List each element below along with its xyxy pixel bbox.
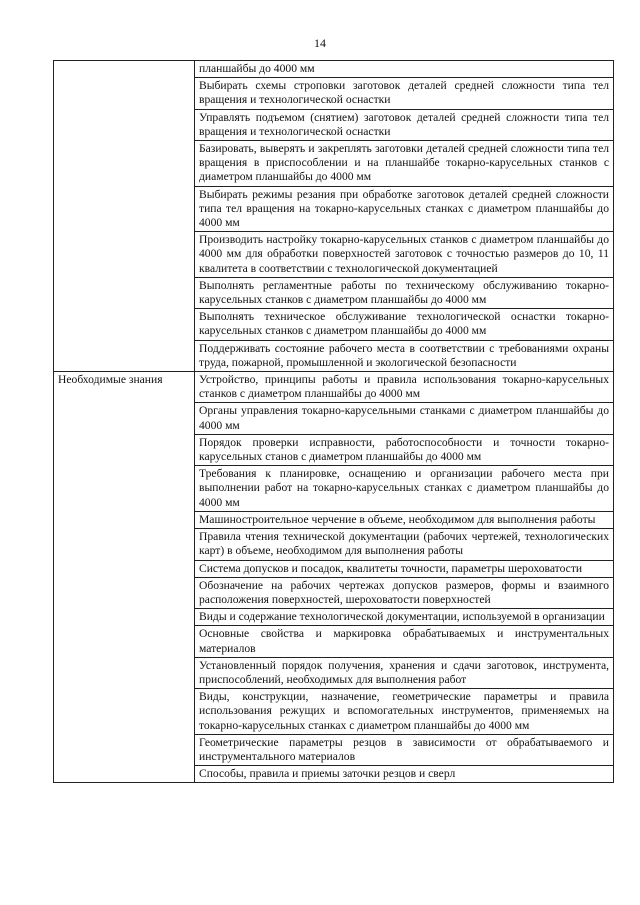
requirement-item-cell: Машиностроительное черчение в объеме, необходимом для выполнения работы [195, 511, 614, 528]
requirement-item-cell: Выбирать режимы резания при обработке заготовок деталей средней сложности типа тел вращения на токарно-карусельных станках с диаметром планшайбы до 4000 мм [195, 186, 614, 232]
requirement-item-cell: Поддерживать состояние рабочего места в соответствии с требованиями охраны труда, пожарной, промышленной и экологической безопасности [195, 340, 614, 371]
requirements-table-body [54, 61, 614, 783]
requirement-item-cell: Основные свойства и маркировка обрабатываемых и инструментальных материалов [195, 626, 614, 657]
requirement-item-cell: Выполнять техническое обслуживание технологической оснастки токарно-карусельных станков с диаметром планшайбы до 4000 мм [195, 309, 614, 340]
requirement-item-cell: Требования к планировке, оснащению и организации рабочего места при выполнении работ на токарно-карусельных станках с диаметром планшайбы до 4000 мм [195, 466, 614, 512]
table-row [54, 372, 614, 403]
requirement-item-cell: Способы, правила и приемы заточки резцов и сверл [195, 766, 614, 783]
requirement-item-cell: Обозначение на рабочих чертежах допусков размеров, формы и взаимного расположения поверхностей, шероховатости поверхностей [195, 577, 614, 608]
table-row [54, 61, 614, 78]
requirement-item-cell: Виды, конструкции, назначение, геометрические параметры и правила использования режущих и вспомогательных инструментов, применяемых на токарно-карусельных станках с диаметром планшайбы до 4000 мм [195, 689, 614, 735]
requirement-item-cell: Установленный порядок получения, хранения и сдачи заготовок, инструмента, приспособлений, необходимых для выполнения работ [195, 657, 614, 688]
category-label-cell: Необходимые знания [54, 372, 195, 783]
requirement-item-cell: Виды и содержание технологической документации, используемой в организации [195, 609, 614, 626]
requirement-item-cell: Система допусков и посадок, квалитеты точности, параметры шероховатости [195, 560, 614, 577]
requirement-item-cell: Органы управления токарно-карусельными станками с диаметром планшайбы до 4000 мм [195, 403, 614, 434]
requirement-item-cell: Порядок проверки исправности, работоспособности и точности токарно-карусельных станов с диаметром планшайбы до 4000 мм [195, 434, 614, 465]
requirement-item-cell: Управлять подъемом (снятием) заготовок деталей средней сложности типа тел вращения и технологической оснастки [195, 109, 614, 140]
requirement-item-cell: Производить настройку токарно-карусельных станков с диаметром планшайбы до 4000 мм для обработки поверхностей заготовок с точностью размеров до 10, 11 квалитета в соответствии с технологической документацией [195, 232, 614, 278]
requirement-item-cell: планшайбы до 4000 мм [195, 61, 614, 78]
requirement-item-cell: Геометрические параметры резцов в зависимости от обрабатываемого и инструментального материалов [195, 734, 614, 765]
requirement-item-cell: Выбирать схемы строповки заготовок деталей средней сложности типа тел вращения и технологической оснастки [195, 78, 614, 109]
requirement-item-cell: Правила чтения технической документации (рабочих чертежей, технологических карт) в объеме, необходимом для выполнения работы [195, 529, 614, 560]
requirement-item-cell: Выполнять регламентные работы по техническому обслуживанию токарно-карусельных станков с диаметром планшайбы до 4000 мм [195, 277, 614, 308]
requirement-item-cell: Устройство, принципы работы и правила использования токарно-карусельных станков с диаметром планшайбы до 4000 мм [195, 372, 614, 403]
category-label-cell [54, 61, 195, 372]
requirements-table [53, 60, 614, 783]
page-number: 14 [314, 36, 326, 50]
requirement-item-cell: Базировать, выверять и закреплять заготовки деталей средней сложности типа тел вращения в приспособлении и на планшайбе токарно-карусельных станков с диаметром планшайбы до 4000 мм [195, 141, 614, 187]
